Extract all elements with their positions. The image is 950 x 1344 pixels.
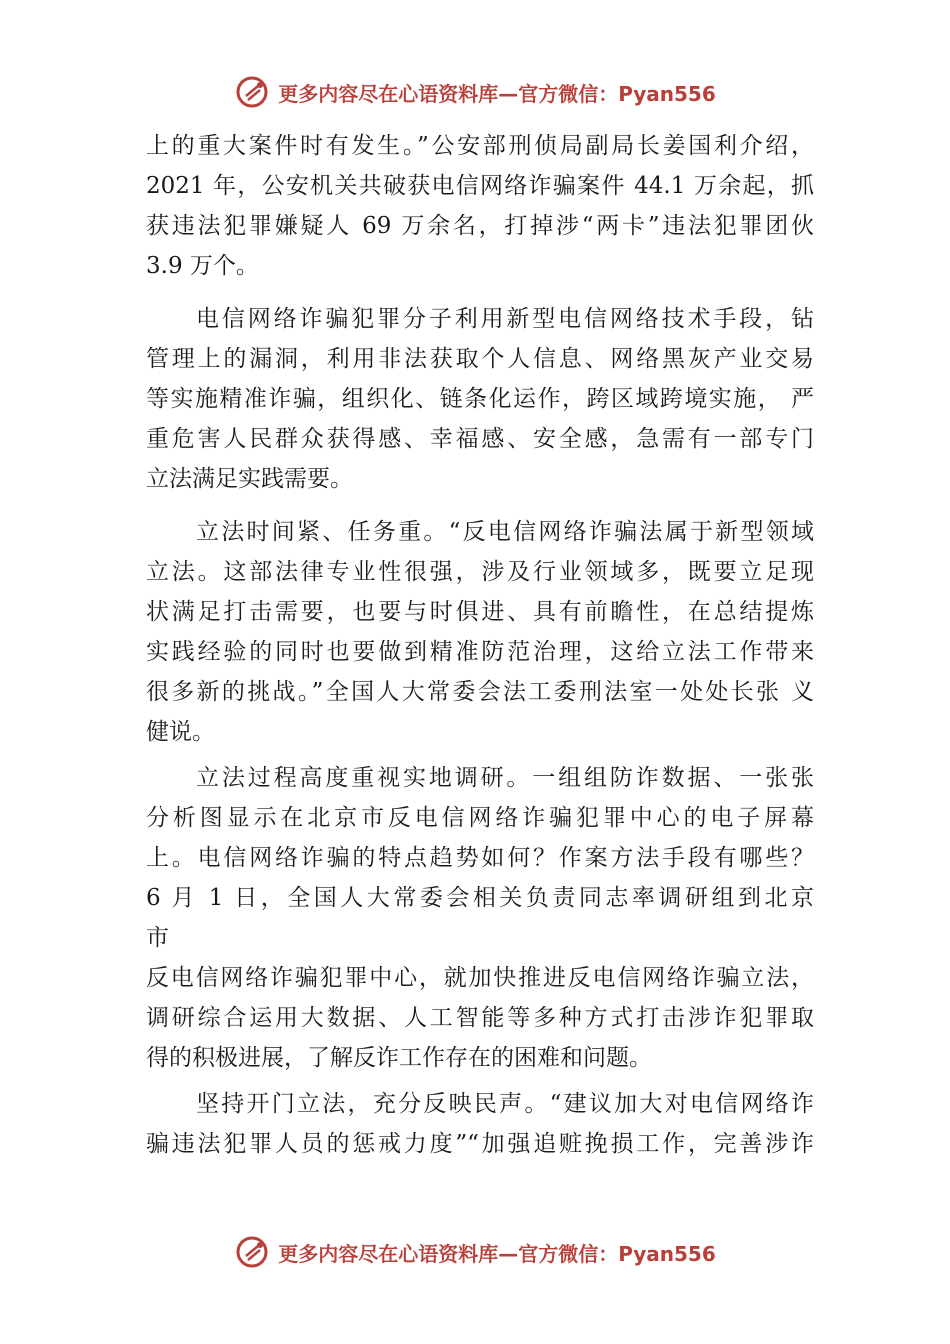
text-line: 骗违法犯罪人员的惩戒力度”“加强追赃挽损工作，完善涉诈 [146,1131,814,1157]
text-line: 分析图显示在北京市反电信网络诈骗犯罪中心的电子屏幕 [146,805,814,831]
text-line: 立法满足实践需要。 [146,466,353,492]
paragraph-first-line: 立法过程高度重视实地调研。一组组防诈数据、一张张 [196,765,814,791]
paragraph-first-line: 立法时间紧、任务重。“反电信网络诈骗法属于新型领域 [196,519,814,545]
text-line: 6 月 1 日，全国人大常委会相关负责同志率调研组到北京 [146,885,814,911]
logo-icon [234,74,270,110]
text-line: 管理上的漏洞，利用非法获取个人信息、网络黑灰产业交易 [146,346,814,372]
text-line: 市 [146,925,169,951]
paragraph-first-line: 电信网络诈骗犯罪分子利用新型电信网络技术手段，钻 [196,306,814,332]
footer-banner-text: 更多内容尽在心语资料库—官方微信：Pyan556 [278,1241,716,1266]
text-line: 健说。 [146,719,215,745]
text-line: 反电信网络诈骗犯罪中心，就加快推进反电信网络诈骗立法， [146,965,814,991]
document-body [146,126,814,1164]
text-line: 实践经验的同时也要做到精准防范治理，这给立法工作带来 [146,639,814,665]
logo-icon [234,1234,270,1270]
paragraph-first-line: 坚持开门立法，充分反映民声。“建议加大对电信网络诈 [196,1091,814,1117]
text-line: 3.9 万个。 [146,253,259,279]
text-line: 得的积极进展，了解反诈工作存在的困难和问题。 [146,1045,652,1071]
text-line: 很多新的挑战。”全国人大常委会法工委刑法室一处处长张 义 [146,679,814,705]
header-banner [0,70,950,114]
text-line: 上。电信网络诈骗的特点趋势如何？作案方法手段有哪些？ [146,845,814,871]
text-line: 获违法犯罪嫌疑人 69 万余名，打掉涉“两卡”违法犯罪团伙 [146,213,814,239]
text-line: 状满足打击需要，也要与时俱进、具有前瞻性，在总结提炼 [146,599,814,625]
text-line: 2021 年，公安机关共破获电信网络诈骗案件 44.1 万余起，抓 [146,173,814,199]
text-line: 等实施精准诈骗，组织化、链条化运作，跨区域跨境实施， 严 [146,386,814,412]
text-line: 上的重大案件时有发生。”公安部刑侦局副局长姜国利介绍， [146,133,814,159]
text-line: 调研综合运用大数据、人工智能等多种方式打击涉诈犯罪取 [146,1005,814,1031]
text-line: 立法。这部法律专业性很强，涉及行业领域多，既要立足现 [146,559,814,585]
text-line: 重危害人民群众获得感、幸福感、安全感，急需有一部专门 [146,426,814,452]
footer-banner [0,1230,950,1274]
header-banner-text: 更多内容尽在心语资料库—官方微信：Pyan556 [278,81,716,106]
